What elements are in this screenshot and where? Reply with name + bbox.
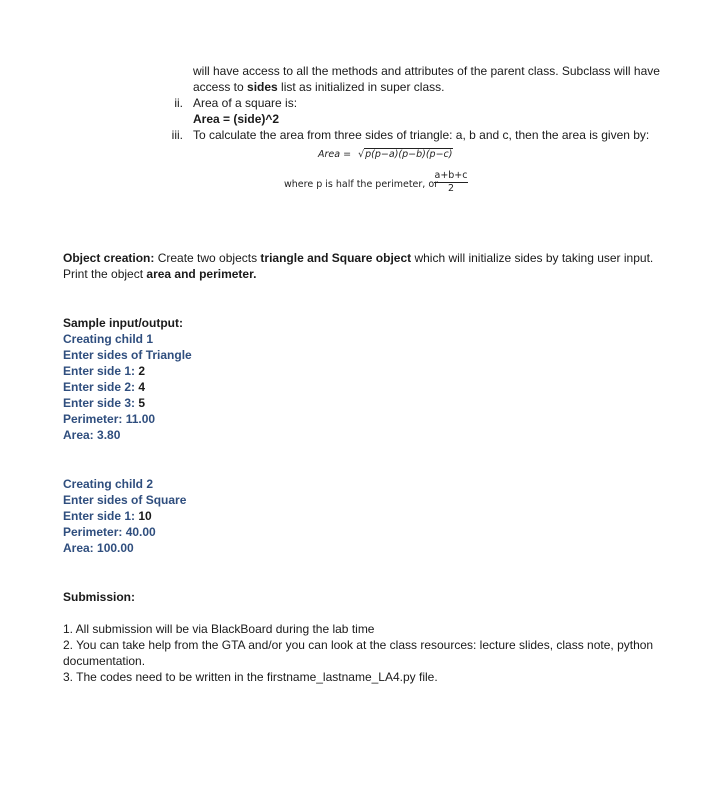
square-area-formula: Area = (side)^2: [193, 112, 280, 126]
item-ii-number: ii.: [174, 96, 183, 110]
item-iii-number: iii.: [171, 128, 183, 142]
submission-item-1: 1. All submission will be via BlackBoard during the lab time: [63, 622, 375, 636]
submission-item-2-cont: documentation.: [63, 654, 146, 668]
child2-line: Area: 100.00: [63, 541, 134, 555]
child2-line: Enter sides of Square: [63, 493, 187, 507]
radical-sign: √: [358, 149, 365, 160]
intro-line-1: will have access to all the methods and attributes of the parent class. Subclass will have: [193, 64, 660, 78]
child1-line: Enter side 3: 5: [63, 396, 146, 410]
item-ii-text: Area of a square is:: [193, 96, 298, 110]
submission-item-2: 2. You can take help from the GTA and/or you can look at the class resources: lecture slides, class note, python: [63, 638, 654, 652]
child2-line: Enter side 1: 10: [63, 509, 152, 523]
child2-line: Perimeter: 40.00: [63, 525, 156, 539]
child1-line: Creating child 1: [63, 332, 154, 346]
fraction-numerator: a+b+c: [434, 170, 468, 181]
object-creation-line-2: Print the object area and perimeter.: [63, 267, 257, 281]
child1-line: Enter side 2: 4: [63, 380, 146, 394]
submission-item-3: 3. The codes need to be written in the firstname_lastname_LA4.py file.: [63, 670, 438, 684]
item-iii-text: To calculate the area from three sides of triangle: a, b and c, then the area is given by:: [193, 128, 650, 142]
child2-line: Creating child 2: [63, 477, 154, 491]
heron-radicand: p(p−a)(p−b)(p−c): [365, 149, 453, 160]
child1-line: Area: 3.80: [63, 428, 121, 442]
heron-formula: [318, 147, 453, 163]
object-creation-line-1: Object creation: Create two objects triangle and Square object which will initialize sides by taking user input.: [63, 251, 654, 265]
child1-line: Enter sides of Triangle: [63, 348, 192, 362]
child1-line: Perimeter: 11.00: [63, 412, 156, 426]
child1-line: Enter side 1: 2: [63, 364, 146, 378]
sample-heading: Sample input/output:: [63, 316, 183, 330]
intro-line-2: access to sides list as initialized in super class.: [193, 80, 445, 94]
fraction-denominator: 2: [447, 183, 455, 194]
heron-lhs: Area =: [318, 149, 352, 160]
heron-where-text: where p is half the perimeter, or: [284, 179, 439, 190]
submission-heading: Submission:: [63, 590, 136, 604]
